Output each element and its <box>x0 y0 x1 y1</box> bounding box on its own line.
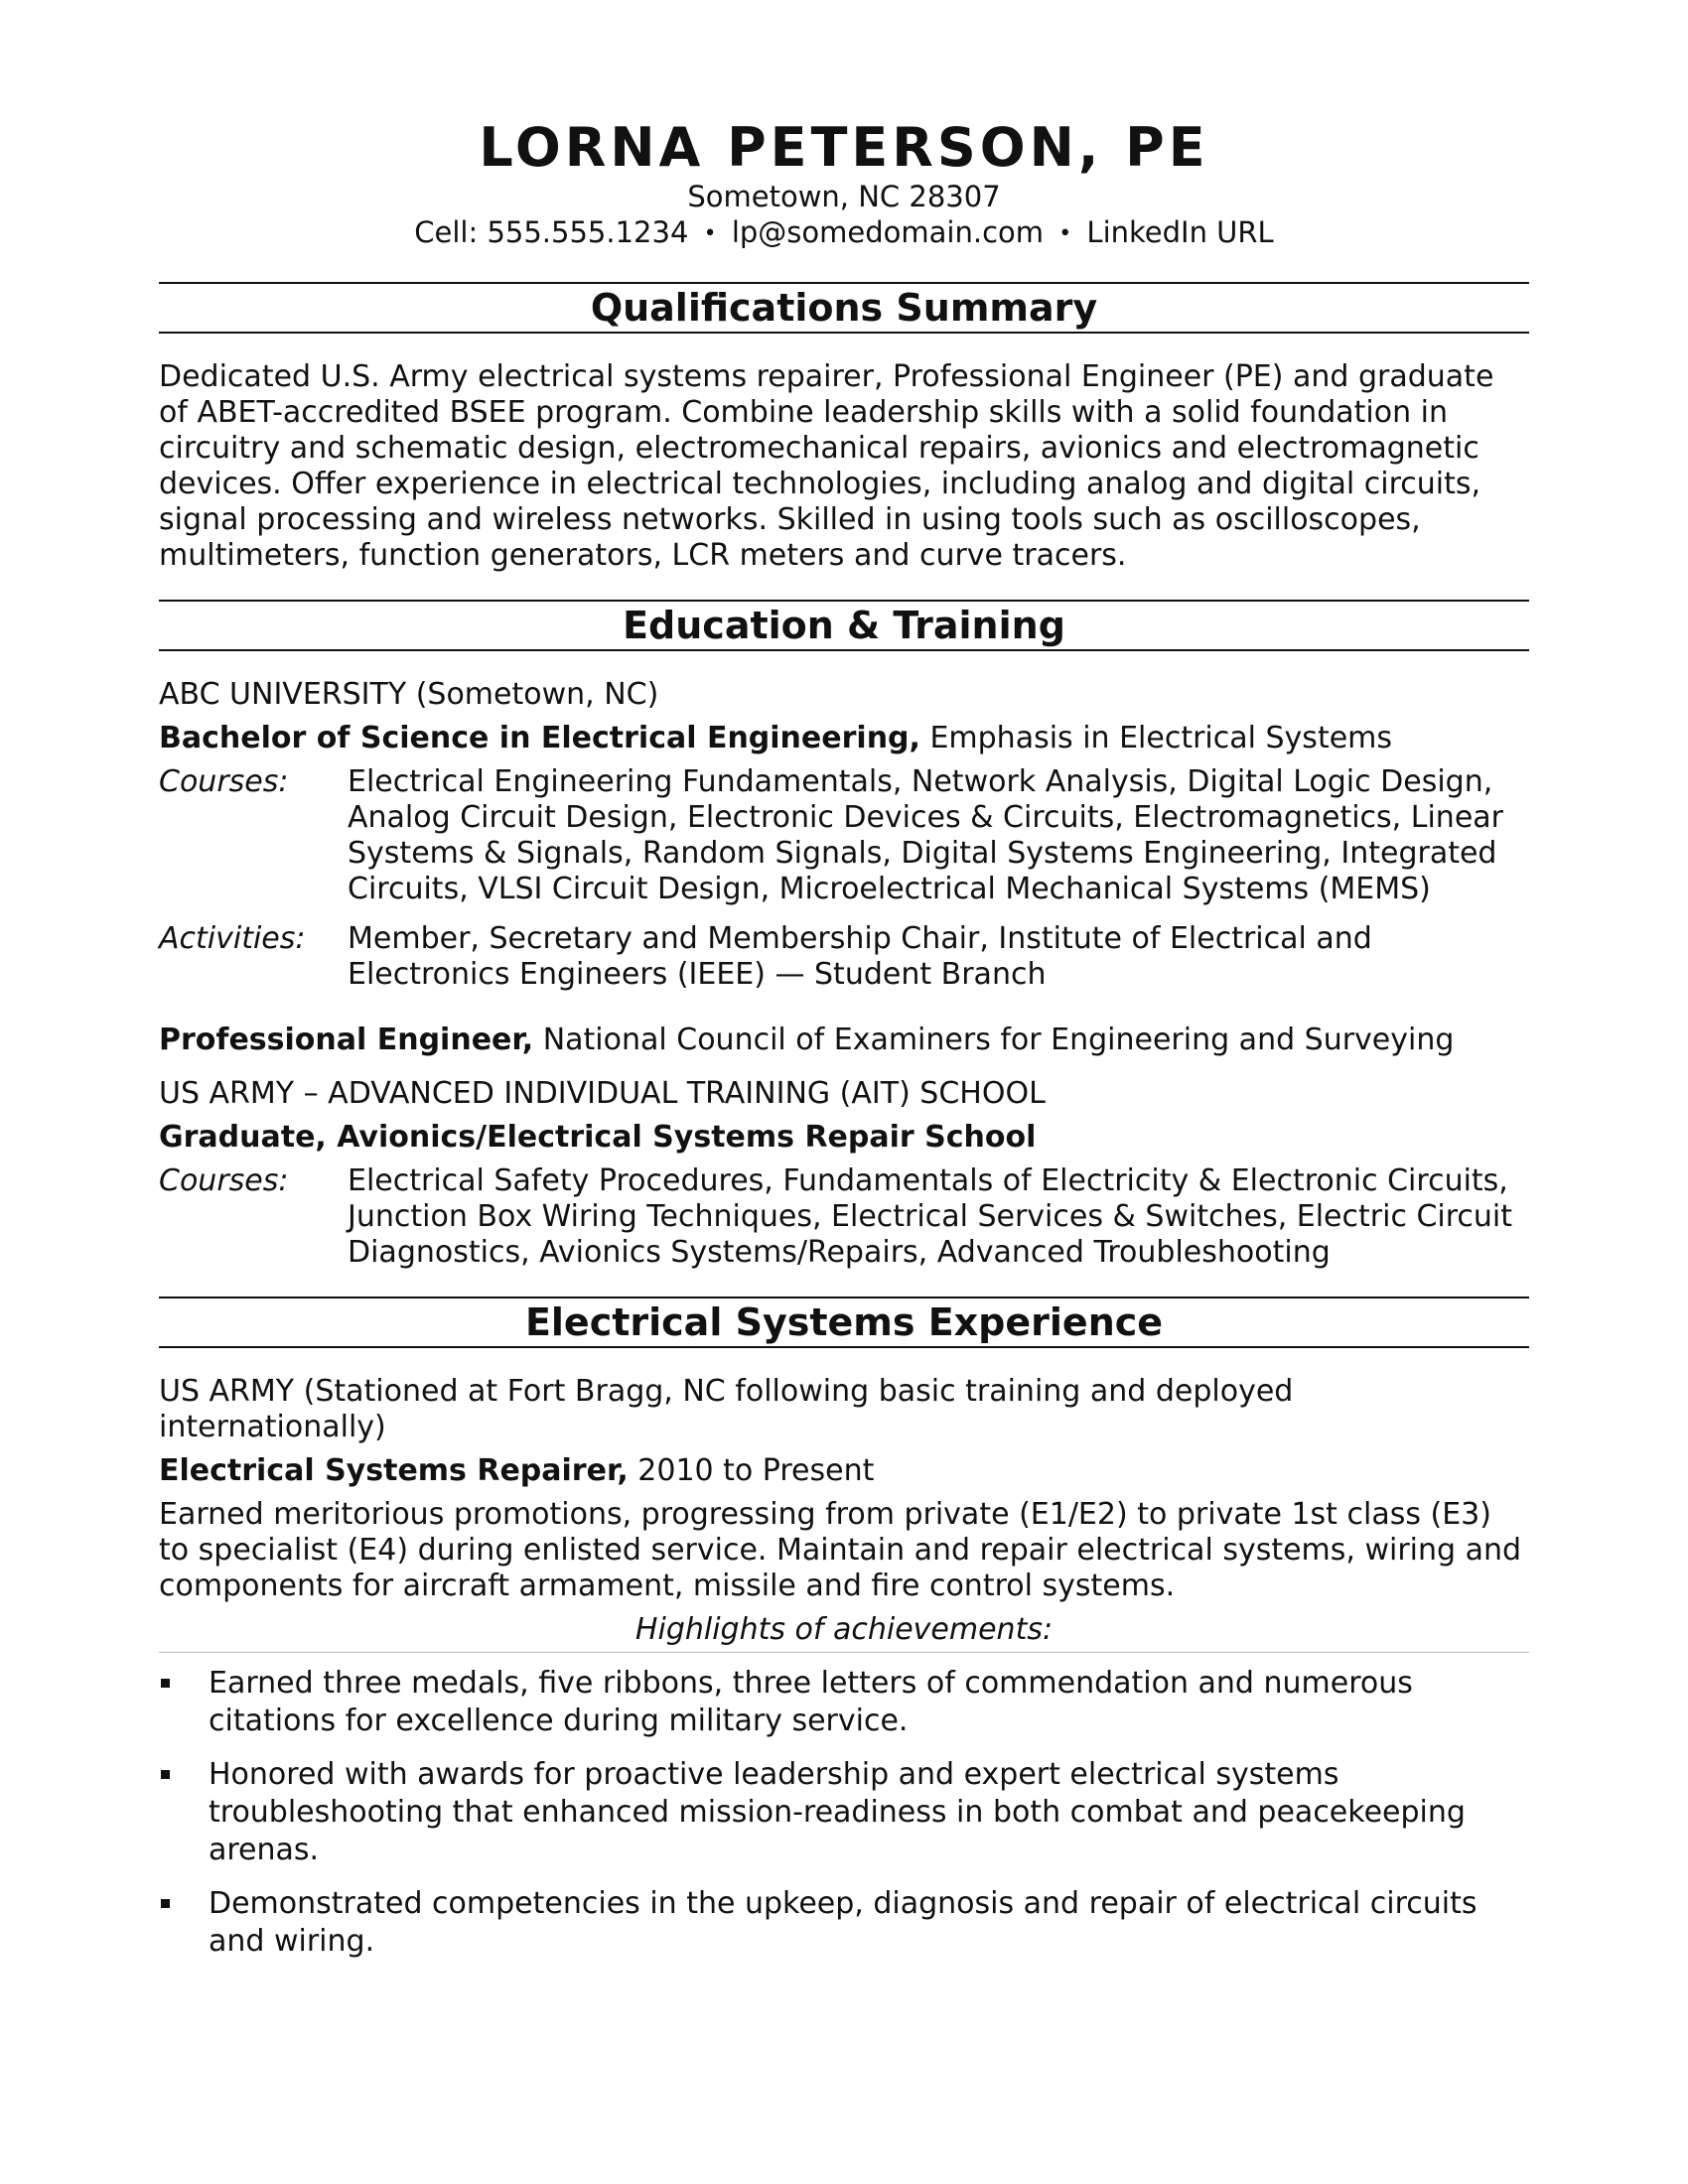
job-dates: 2010 to Present <box>628 1453 875 1488</box>
army-graduate-title: Graduate, Avionics/Electrical Systems Repair School <box>159 1120 1037 1155</box>
degree <box>159 721 1529 756</box>
army-courses-list: Electrical Safety Procedures, Fundamentals of Electricity & Electronic Circuits, Junction Box Wiring Techniques, Electrical Services & Switches, Electric Circuit Diagnostics, Avionics Systems/Repairs, Advanced Troubleshooting <box>348 1163 1513 1270</box>
location: Sometown, NC 28307 <box>687 180 1001 213</box>
linkedin: LinkedIn URL <box>1086 215 1274 249</box>
activities-list: Member, Secretary and Membership Chair, Institute of Electrical and Electronics Engineers (IEEE) — Student Branch <box>348 921 1372 992</box>
list-item: Honored with awards for proactive leadership and expert electrical systems troubleshooting that enhanced mission-readiness in both combat and peacekeeping arenas. <box>159 1756 1529 1869</box>
army-graduate <box>159 1120 1529 1156</box>
candidate-name: LORNA PETERSON, PE <box>479 116 1209 179</box>
activities-label: Activities: <box>159 921 306 956</box>
bullet-square-icon <box>161 1899 170 1908</box>
summary-text: Dedicated U.S. Army electrical systems repairer, Professional Engineer (PE) and graduate of ABET-accredited BSEE program. Combine leadership skills with a solid foundation in circuitry and schematic design, electromechanical repairs, avionics and electromagnetic devices. Offer experience in electrical technologies, including analog and digital circuits, signal processing and wireless networks. Skilled in using tools such as oscilloscopes, multimeters, function generators, LCR meters and curve tracers. <box>159 359 1494 573</box>
university-name: ABC UNIVERSITY (Sometown, NC) <box>159 677 659 712</box>
pe-title: Professional Engineer, <box>159 1023 534 1057</box>
email: lp@somedomain.com <box>731 215 1044 249</box>
pe-license <box>159 1023 1529 1058</box>
section-title-education: Education & Training <box>159 600 1529 651</box>
army-courses-row <box>159 1163 1529 1271</box>
employer: US ARMY (Stationed at Fort Bragg, NC following basic training and deployed internationally) <box>159 1374 1294 1444</box>
courses-list: Electrical Engineering Fundamentals, Network Analysis, Digital Logic Design, Analog Circuit Design, Electronic Devices & Circuits, Electromagnetics, Linear Systems & Signals, Random Signals, Digital Systems Engineering, Integrated Circuits, VLSI Circuit Design, Microelectrical Mechanical Systems (MEMS) <box>348 764 1503 906</box>
degree-title: Bachelor of Science in Electrical Engineering, <box>159 721 920 755</box>
list-item: Demonstrated competencies in the upkeep, diagnosis and repair of electrical circuits and wiring. <box>159 1885 1529 1961</box>
courses-row <box>159 764 1529 907</box>
phone: Cell: 555.555.1234 <box>414 215 689 249</box>
pe-issuer: National Council of Examiners for Engineering and Surveying <box>533 1023 1455 1057</box>
list-item: Earned three medals, five ribbons, three letters of commendation and numerous citations for excellence during military service. <box>159 1665 1529 1740</box>
contact-line <box>159 214 1529 252</box>
army-courses-label: Courses: <box>159 1163 289 1198</box>
job-title: Electrical Systems Repairer, <box>159 1453 629 1488</box>
bullet-square-icon <box>161 1679 170 1688</box>
section-title-experience: Electrical Systems Experience <box>159 1297 1529 1348</box>
highlights-title: Highlights of achievements: <box>159 1612 1529 1653</box>
highlights-list <box>159 1665 1529 1961</box>
bullet-square-icon <box>161 1770 170 1779</box>
job-description: Earned meritorious promotions, progressing from private (E1/E2) to private 1st class (E3) to specialist (E4) during enlisted service. Maintain and repair electrical systems, wiring and components for aircraft armament, missile and fire control systems. <box>159 1497 1522 1603</box>
separator-dot: • <box>703 221 717 246</box>
job-role <box>159 1453 1529 1489</box>
courses-label: Courses: <box>159 764 289 799</box>
separator-dot: • <box>1058 221 1072 246</box>
army-school-name: US ARMY – ADVANCED INDIVIDUAL TRAINING (AIT) SCHOOL <box>159 1076 1046 1111</box>
degree-emphasis: Emphasis in Electrical Systems <box>919 721 1393 755</box>
activities-row <box>159 921 1529 993</box>
section-title-summary: Qualifications Summary <box>159 282 1529 334</box>
